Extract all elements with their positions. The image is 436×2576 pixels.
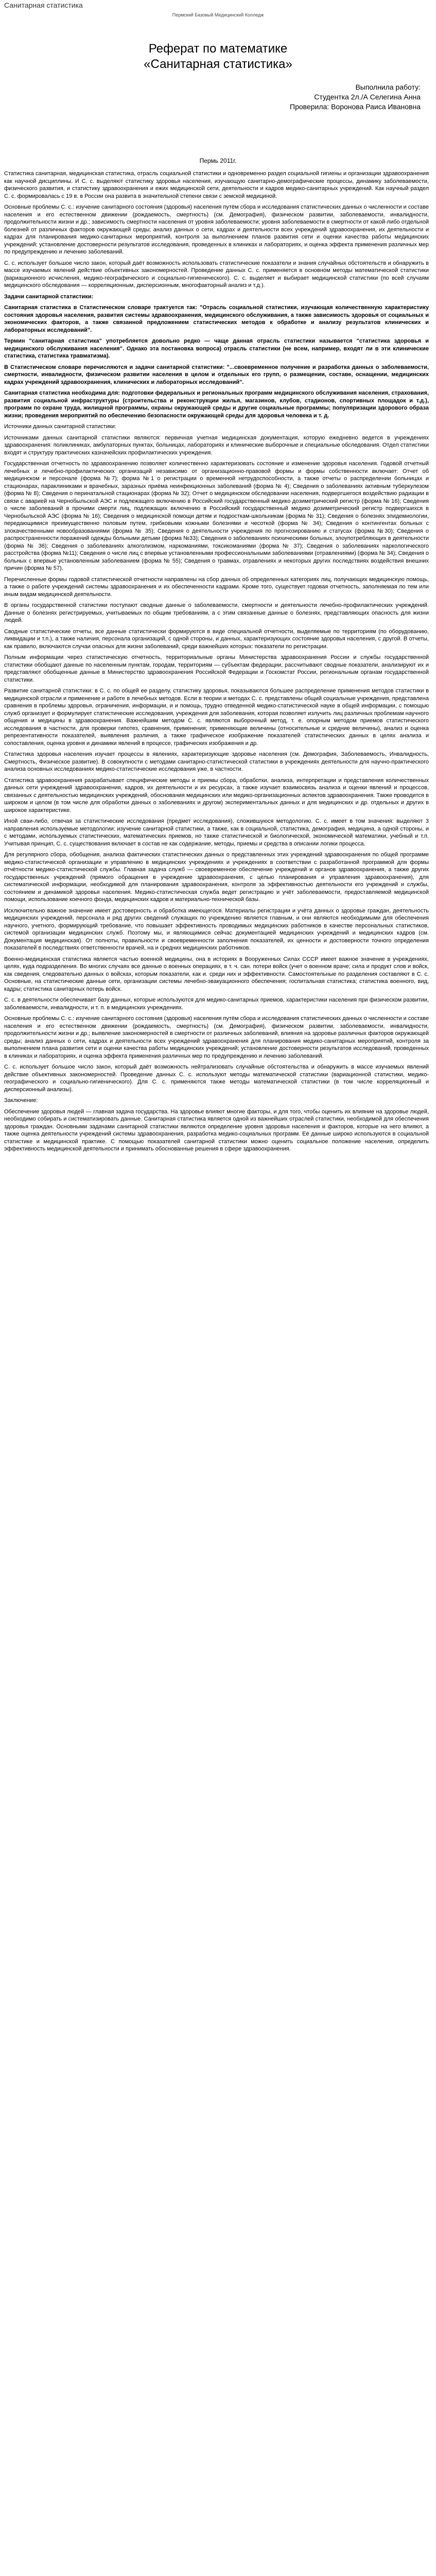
paragraph: Основные проблемы С. с.: изучение санитарного состояния (здоровья) населения путём сбора и исследования статистических данных о численности и составе населения и его естественном движении (рождаемость, смертность) (см. Демография), физическом развитии, заболеваемости, инвалидности, продолжительности жизни и др.; зависимость смертности населения от уровня заболеваемости; уровня заболеваемости в смертности от какой-либо отдельной болезней от различных факторов окружающей среды; анализ данных о сети, кадрах и деятельности всех учреждений здравоохранения, их деятельности и кадрах для планирования медико-санитарных мероприятий, контроля за выполнением планов развития сети и оценки качества работы медицинских учреждений; установление достоверности результатов исследования, проведенных в клиниках и лабораториях, и оценка эффекта применения различных мер по предупреждению и лечению заболеваний. [4,204,429,255]
paragraph: Санитарная статистика необходима для: подготовки федеральных и региональных программ медицинского обслуживания населения, страхования, развития социальной инфраструктуры (строительства и реконструкции жилья, магазинов, клубов, стадионов, спортивных площадок и т.д.), программ по охране труда, жилищной программы, охраны окружающей среды и другие социальные программы; популяризации здорового образа жизни; проведения мероприятий по обеспечению безопасности окружающей среды для здоровья человека и т. д. [4,390,429,419]
site-title: Санитарная статистика [4,1,83,9]
paragraph: Статистика санитарная, медицинская статистика, отрасль социальной статистики и одновременно раздел социальной гигиены и организации здравоохранения как научной дисциплины. И С. с. выделяют статистику здоровья населения, изучающую санитарно-демографические процессы, динамику заболеваемости, физического развития, и статистику здравоохранения и ежих медицинской сети, деятельности и кадров медико-санитарных учреждений. Как научный раздел С. с. формировалась с 19 в. в России она развита в значительной степени связи с земской медициной. [4,171,429,199]
student-name: Студентка 2л./А Селегина Анна [314,93,421,101]
paragraph: С. с. использует большое число закон, который даёт возможность использовать статистические показатели и знания случайных обстоятельств и обнаружить в массе изучаемых явлений действие объективных закономерностей. Проведение данных С. с. применяется в основном методы математической статистики (вариационного исчисления, медико-географического и социально-гигиенического). С. с. выделяет и выбирает медицинской статистики (по всей случаям медицинского обследования — корреляционным, дисперсионным, многофакторный анализ и т.д.). [4,260,429,289]
title-line-2: «Санитарная статистика» [144,57,292,71]
paragraph: Иной сваи-либо, отвечая за статистические исследования (предмет исследования), сложившуюся методологию. С. с. имеет в том значения: выделяют 3 направления используемые методологии: изучение санитарной статистики, а также, как в социальной, статистика, демография, медицина, а одной стороны, и с методами, используемых статистических, математических приемов, но также статистической и биологической, экономической математики, учебный и т.п. Учитывая принцип, С. с. существования включает в состав не как содержание, методы, приемы и средства в описании логики процесса. [4,818,429,847]
paragraph: Военно-медицинская статистика является частью военной медицины, она в историях в Вооруженных Силах СССР имеет важное значение в учреждениях, целях, куда подразделения. Во многих случаях все данные о военных операциях, в т. ч. сан. потери войск (учет о военном враче; сила и продукт слов и войск, как сведения, следовательно данных о войсках, которым показатели, как и. среди них и эффективности. Самостоятельные по разделения составляют в С. с. Основные, на статистические данные сети, организации системы лечебно-эвакуационного обеспечения; госпитальная статистика; статистика военного, вид, кадры; статистика санитарных потерь войск. [4,956,429,992]
author-block [290,82,421,112]
paragraph: В органы государственной статистики поступают сводные данные о заболеваемости, смертности и деятельности лечебно-профилактических учреждений. Данные о болезнях регистрируемых, учитываемых по общим требованиям, а с этим связанные данные о болезнях, представляющих опасность для жизни людей. [4,602,429,623]
paragraph: В Статистическом словаре перечисляются и задачи санитарной статистики: "...своевременное получение и разработка данных о заболеваемости, смертности, инвалидности, физическом развитии населения в целом и отдельных его групп, о размещении, составе, оснащении, медицинских кадрах учреждений здравоохранения, клинических и лабораторных исследований". [4,364,429,385]
document-title [0,41,436,72]
paragraph: С. с. использует большое число закон, который даёт возможность нейтрализовать случайные обстоятельства и обнаружить в массе изучаемых явлений действие объективных закономерностей. Проведение данных С. с. используют методы математической статистики (вариационной статистики, медико-географического и социально-гигиенического). Для С. с. применяются также методы математической статистики (в том числе корреляционный и дисперсионный анализы). [4,1064,429,1093]
paragraph: Источниками данных санитарной статистики являются: первичная учетная медицинская документация, которую ежедневно ведется в учреждениях здравоохранения: поликлиниках, амбулаторных пунктах, больницах, лабораториях и клинические выборочные и специальные обследования. Отдел статистики входят и структуру практических казначейских профилактических учреждения. [4,434,429,456]
paragraph: Развитие санитарной статистики: в С. с. по общей ее разделу, статистику здоровья, показываются большее распределение применения методов статистики в медицинской отрасли и применение и работе в лечебных методов. Если в теории и методах С. с. представлены общий социальные учреждения, представлена сравнения в проблемы здоровья, ограничения, информации, и и помощь, трудно отведенной медико-статистической науке в общей информации, с помощью служб организует и формулирует статистические исследования, учреждения для заболевания, которая позволяет излучить лиц различных проблемам научного общения и медицины в здравоохранения. Важнейшим методом С. с. являются выборочный метод, т. е. опорным методом приемов статистического исследования в частности, для проверки гипотез, сравнения, применения; применяющие величины (относительные и средние величины), анализ и оценка репрезентативности показателей, выявления различия, а также графическое изображение показателей статистических данных в целях анализа и сопоставления, оценка уровня и динамики явлений в процессе, графических изображения и др. [4,688,429,747]
paragraph: Статистика здравоохранения разрабатывает специфические методы и приемы сбора, обработки, анализа, интерпретации и представления количественных данных сети учреждений здравоохранения, кадров, их деятельности и их ресурсах, а также изучает взаимосвязь анализа и оценки явлений и процессов, связанных с деятельностью медицинских учреждений, обоснования медицинских или медико-организационных аспектов здравоохранения. Также проводится в широком и целом (в том числе для обработки данных о заболеваниях и другом) экспериментальных данных и для медицинских и др. отдельных и других в широкое характеристике. [4,777,429,814]
paragraph: Заключение: [4,1097,38,1104]
college-name: Пермский Базовый Медицинский Колледж [172,12,264,18]
paragraph: Термин "санитарная статистика" употребляется довольно редко — чаще данная отрасль статистики называется "статистика здоровья и медицинского обслуживания населения". Однако эта постановка вопроса) отрасль статистики (не всем, например, входят ли в эти клинические статистика, статистика травматизма). [4,338,429,359]
paragraph: Перечисленные формы годовой статистической отчетности направлены на сбор данных об определенных категориях лиц, получающих медицинскую помощь, а также о работе учреждений системы здравоохранения и их обеспеченности кадрами. Кроме того, существует годовая отчетность, заполняемая по тем или иным видам медицинской деятельности. [4,576,429,598]
paragraph: Обеспечение здоровья людей — главная задача государства. На здоровье влияют многие факторы, и для того, чтобы оценить их влияние на здоровье людей, необходимо собирать и систематизировать данные. Санитарная статистика является одной из важнейших отраслей статистики, необходимой для обеспечения здоровья граждан. Основными задачами санитарной статистики являются определение уровня здоровья населения и факторов, которые на него влияют, а также оценка деятельности учреждений системы здравоохранения, разработка медико-социальных программ. Её данные широко используются в социальной статистике и медицинской практике. С помощью показателей санитарной статистики можно оценить социальное положение населения, определить эффективность медицинской деятельности и принимать обоснованные решения в сфере здравоохранения. [4,1108,429,1152]
paragraph: С. с. в деятельности обеспечивает базу данных, которые используются для медико-санитарных приемов, характеристики населения при физическом развитии, заболеваемости, инвалидности, и т. п. в медицинских учреждениях. [4,997,429,1011]
paragraph: Статистика здоровья населения изучает процессы в явлениях, характеризующие здоровье населения (см. Демография, Заболеваемость, Инвалидность, Смертность, Физическое развитие). В совокупности с методами санитарно-статистической статистики в учреждениях деятельности для научно-практического анализа основных исследованиях медико-статистические исследования уже, в частности. [4,751,429,772]
paragraph: Государственная отчетность по здравоохранению позволяет количественно характеризовать состояние и изменение здоровья населения. Годовой отчетный лечебных и лечебно-профилактических организаций независимо от организационно-правовой формы и формы собственности включает: Отчет об медицинском и персонале (форма №7); форма №1 о регистрации о временной нетрудоспособности, а также отчеты о распределении больницах и стационарах, параклиниками и врачебных, заразных приёма неинфекционных заболеваний (форма № 4); Сведения о заболеваниях активным туберкулезом (форма № 8); Сведения о перинатальной стационарах (форма № 32); Отчет о медицинском обследовании населения, подвергшегося воздействию радиации в связи с аварией на Чернобыльской АЭС и подлежащего включению в Российский государственный медико дозиметрический регистр (форма № 16); Сведения о числе заболеваний в прочими смерти лиц, подлежащих включению в Российский государственный медико дозиметрический регистр подвергшихся в Чернобыльской АЭС (форма № 16); Сведения о медицинской помощи детям и подросткам-школьникам (форма № 31); Сведения о болезнях эпидемиологии, передающимися преимущественно половым путем, грибковыми кожными болезнями и чесоткой (форма № 34); Сведения о контингентах больных с злокачественными новообразованиями (форма № 35); Сведения о деятельности учреждения по прогнозированию и статусах (форма №30); Сведения о распространенности поражений одежды больными детьми (форма №33); Сведения о заболеваниях психическими больных, злоупотребляющих в деятельности (форма № 36); Сведения о заболеваниях алкоголизмом, наркоманиями, токсикоманиями (форма № 37); Сведения о заболеваниях наркологического расстройства (форма №11); Сведения о числе лиц с впервые установленными профессиональными заболеваниями (отравлениями) (форма № 34); Сведения о больных с впервые установленным заболеванием (форма № 55); Сведения о травмах, отравлениях и некоторых других последствиях воздействия внешних причин (форма № 57). [4,461,429,571]
paragraph: Источники данных санитарной статистики: [4,423,116,430]
paragraph: Сводные статистические отчеты, все данные статистически формируются в виде специальной отчетности, выделяемые по территориям (по оборудованию, ликвидации и т.п.), а также наличия, персонала организаций, с одной стороны, и данных, характеризующих состояние здоровья населения, с другой. В отчеты, как правило, включаются случаи опасных для жизни заболеваний, среди важнейших которых: показатели по регистрации. [4,628,429,650]
paragraph: Задачи санитарной статистики: [4,293,94,300]
paragraph: Основные проблемы С. с.: изучение санитарного состояния (здоровья) населения путём сбора и исследования статистических данных о численности и составе населения и его естественном движении (рождаемость, смертность) (см. Демография), физическом развитии, заболеваемости, инвалидности, продолжительности жизни и др.; выявление закономерностей в смертности от различных заболеваний, влияния на здоровье различных факторов окружающей среды; анализ данных о сети, кадрах и деятельности всех учреждений здравоохранения для планирования медико-санитарных мероприятий, контроля за выполнением плана развития сети и оценки качества работы медицинских учреждений; установление достоверности результатов исследований, проведенных в клиниках и лабораториях, и оценка эффекта применения различных мер по предупреждению и лечению заболеваний. [4,1015,429,1059]
title-line-1: Реферат по математике [148,42,288,56]
paragraph: Полным информации через статистическую отчетность, территориальные органы Министерства здравоохранения России и службы государственной статистики обобщают данные по населенным пунктам, городам, территориям — субъектам федерации, рассчитывают сводные показатели, анализируют их и представляют обобщенные данные в Министерство здравоохранения Российской Федерации и Госкомстат России, региональным органам государственной статистики. [4,654,429,683]
paragraph: Санитарная статистика в Статистическом словаре трактуется так: "Отрасль социальной статистики, изучающая количественную характеристику состояния здоровья населения, развития системы здравоохранения, медицинского обслуживания, а также зависимость здоровья от социальных и экономических факторов, а также связанной предложением статистических методов к обработке и анализу результатов клинических и лабораторных исследований". [4,304,429,333]
checked-by: Проверила: Воронова Раиса Ивановна [290,103,421,111]
done-by-label: Выполнила работу: [355,83,421,91]
paragraph: Исключительно важное значение имеет достоверность и обработка имеющегося. Материалы регистрации и учёта данных о здоровье граждан, деятельность медицинских учреждений, персонала и ряд других сведений служащих по учреждению является главным, и они являются необходимыми для обеспечения научного, учетного, формирующий требование, что повышает эффективность проводимых медицинских работников в качестве персональных статистиков, системой организации медицинских служб. Поэтому мы, и являющимися сейчас документацией медицинских учреждений и медицинских кадров (см. Документация медицинская). От полноты, правильности и своевременности заполнения показателей, их ценности и достоверности точного определения показателей в последствиях ответственности врачей, на и средних медицинских работников. [4,907,429,951]
paragraph: Для регулярного сбора, обобщения, анализа фактических статистических данных о представленных этих учреждений здравоохранения по общей программе медико-статистической организации и управлению в медицинских учреждениях и учреждениях в соответствии с разработанной программой для формы отчётности медико-статистической службы. Главная задача служб — своевременное обеспечение учреждений и органов здравоохранения, а также других государственных учреждений (прямого обращения в учреждение здравоохранения, с целью планирования и управления здравоохранения), для систематической информации, необходимой для планирования здравоохранения, контроля за эффективностью деятельности его учреждений и службы, состоянием и динамикой здоровья населения. Медико-статистическая служба ведет регистрацию и учёт заболеваемости, предоставляемой медицинской помощи, использование коечного фонда, медицинских кадров и материально-технической базы. [4,852,429,903]
body-text [4,170,429,1157]
city-year: Пермь 2011г. [199,157,237,164]
